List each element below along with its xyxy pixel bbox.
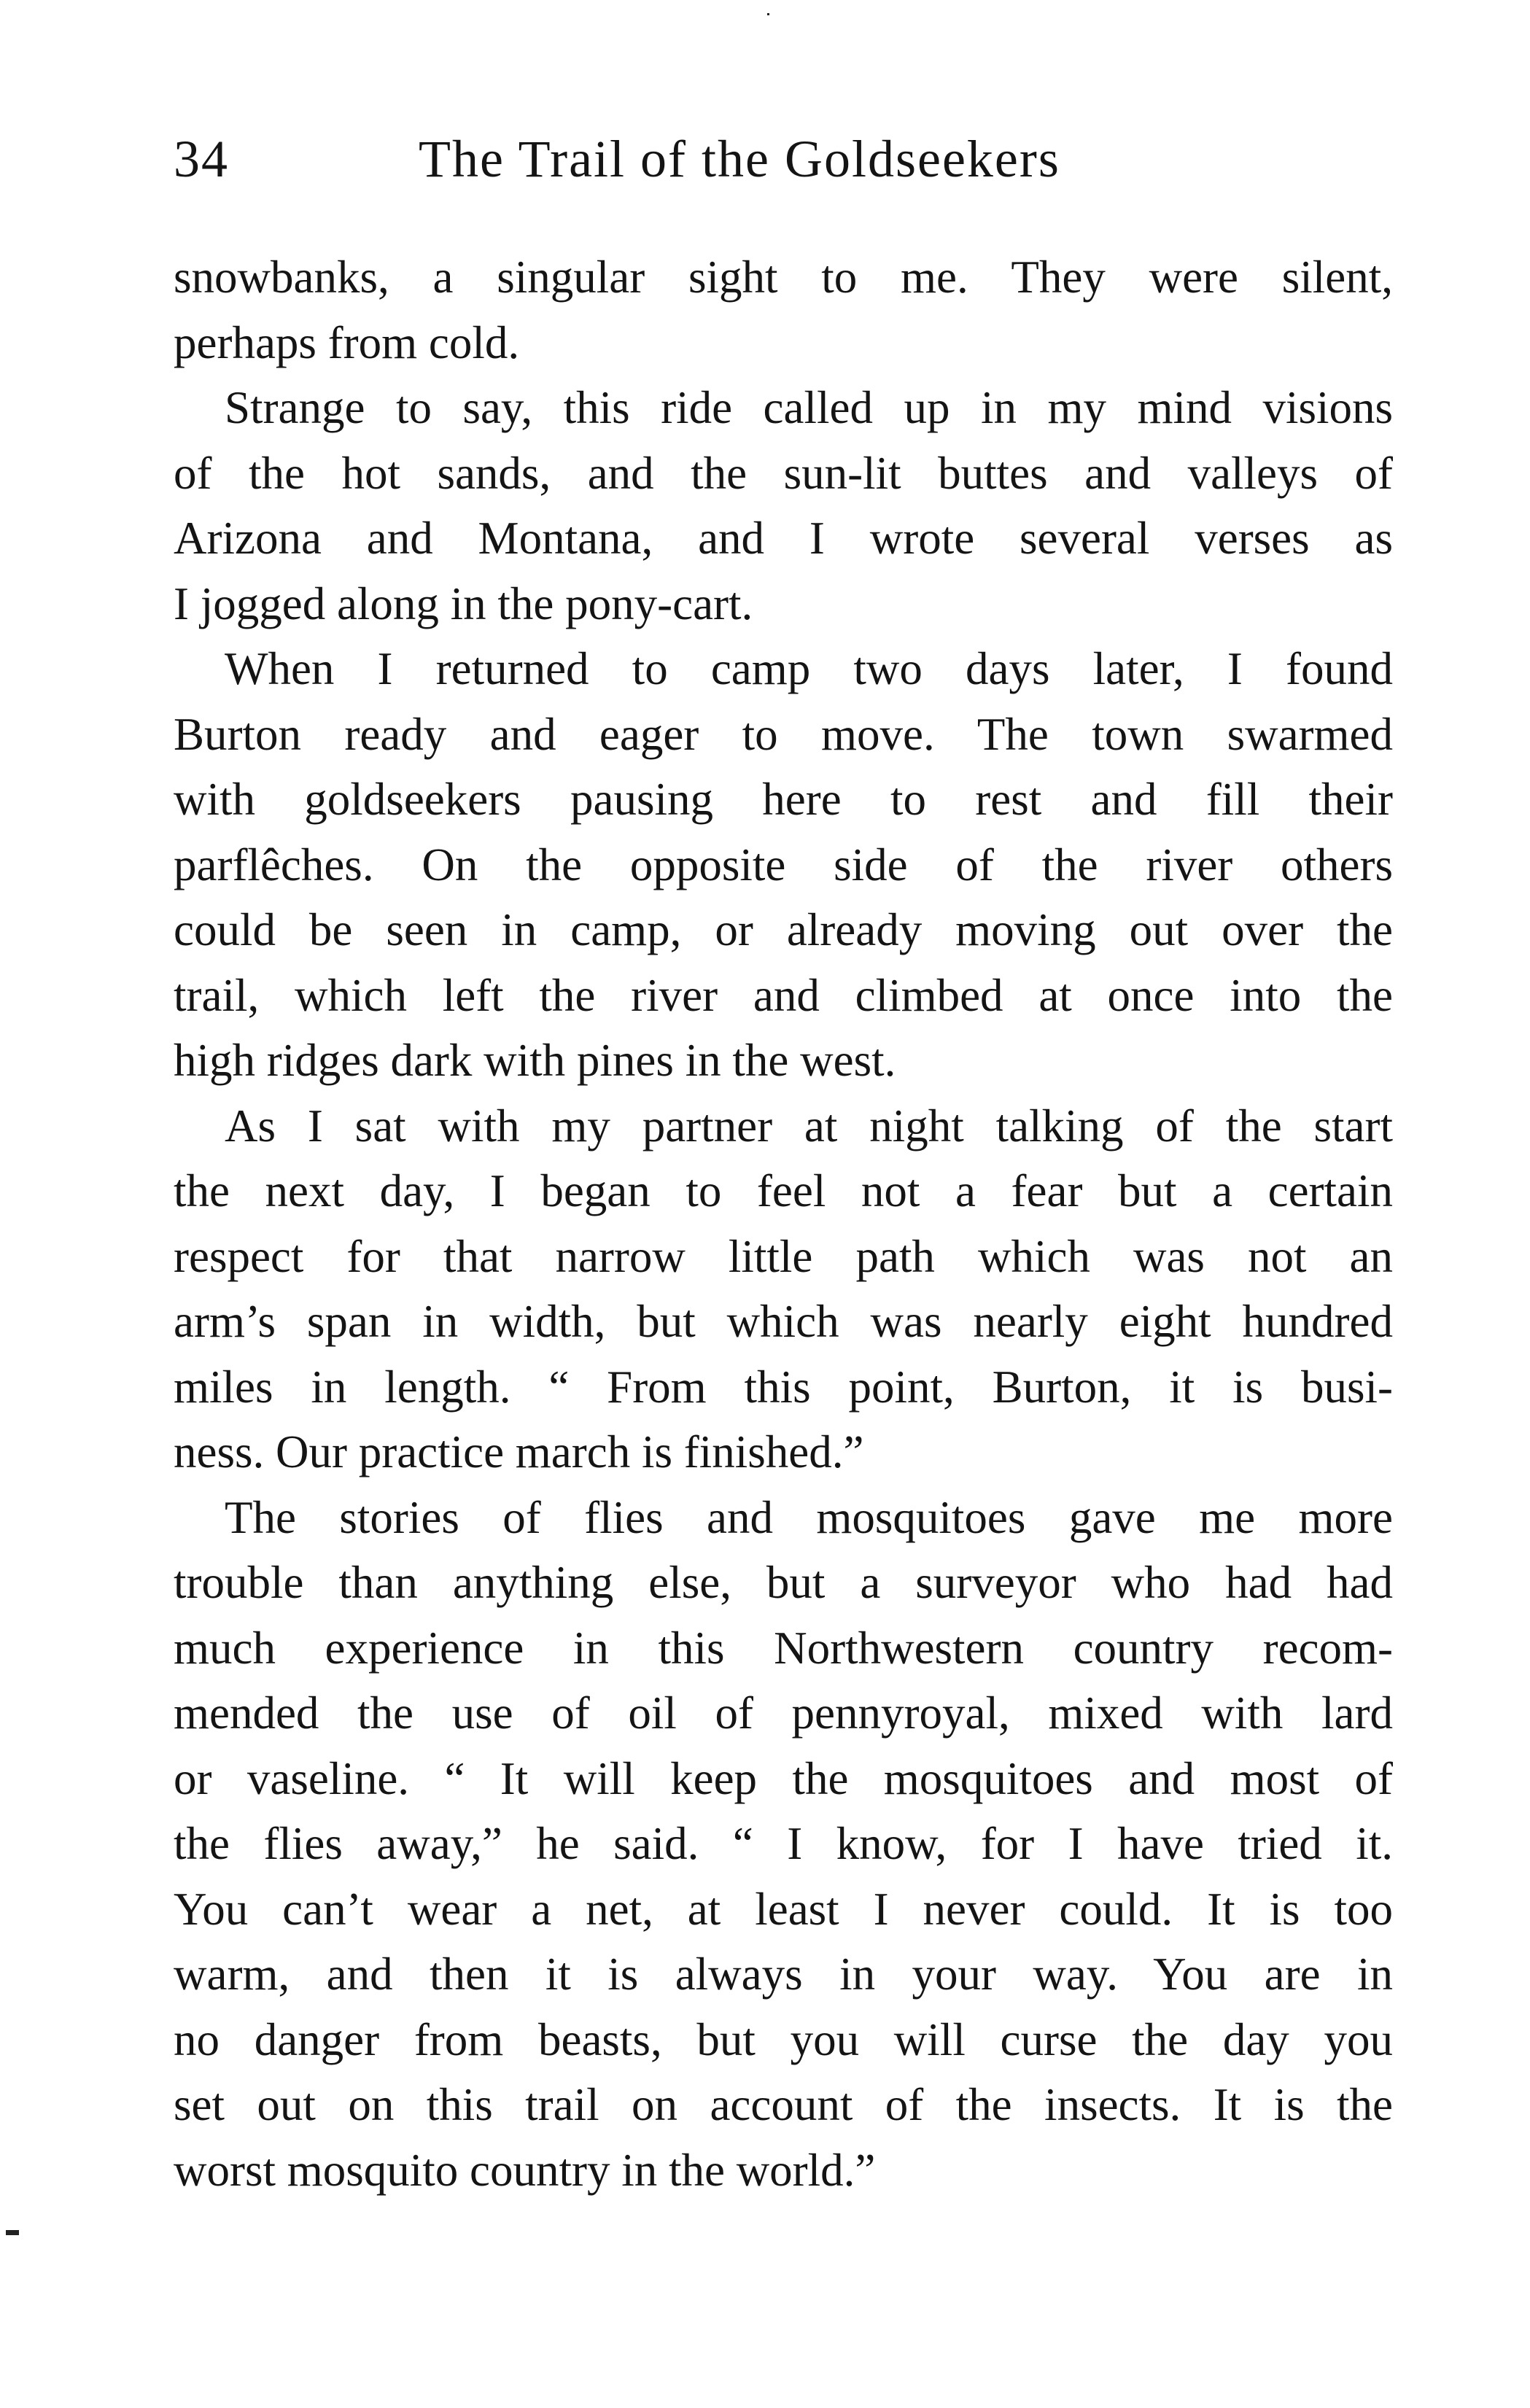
text-line: I jogged along in the pony-cart.: [174, 578, 753, 629]
text-line: set out on this trail on account of the insects. It is the: [174, 2079, 1393, 2130]
text-line: the flies away,” he said. “ I know, for I have tried it.: [174, 1818, 1393, 1869]
text-line: trail, which left the river and climbed at once into the: [174, 969, 1393, 1021]
text-line: parflêches. On the opposite side of the river others: [174, 839, 1393, 890]
text-line: or vaseline. “ It will keep the mosquitoes and most of: [174, 1752, 1393, 1804]
text-line: warm, and then it is always in your way. You are in: [174, 1949, 1393, 2000]
text-line: high ridges dark with pines in the west.: [174, 1035, 896, 1086]
text-line: could be seen in camp, or already moving out over the: [174, 904, 1393, 955]
text-line: miles in length. “ From this point, Burton, it is busi-: [174, 1361, 1393, 1413]
text-line: perhaps from cold.: [174, 316, 520, 368]
body-text: [174, 245, 1393, 2203]
text-line: with goldseekers pausing here to rest and fill their: [174, 774, 1393, 825]
text-line: As I sat with my partner at night talking of the start: [225, 1100, 1393, 1151]
text-line: arm’s span in width, but which was nearly eight hundred: [174, 1296, 1393, 1347]
text-line: worst mosquito country in the world.”: [174, 2144, 876, 2196]
text-line: snowbanks, a singular sight to me. They were silent,: [174, 252, 1393, 303]
text-line: much experience in this Northwestern country recom-: [174, 1622, 1393, 1674]
running-title: The Trail of the Goldseekers: [419, 130, 1060, 188]
text-line: Arizona and Montana, and I wrote several verses as: [174, 513, 1393, 564]
margin-mark: [6, 2230, 19, 2235]
text-line: The stories of flies and mosquitoes gave me more: [225, 1491, 1393, 1543]
text-line: ness. Our practice march is finished.”: [174, 1426, 864, 1477]
text-line: respect for that narrow little path which was not an: [174, 1230, 1393, 1282]
text-line: You can’t wear a net, at least I never could. It is too: [174, 1883, 1393, 1935]
text-line: Burton ready and eager to move. The town swarmed: [174, 708, 1393, 760]
page-header: [174, 123, 1393, 195]
text-line: no danger from beasts, but you will curse the day you: [174, 2013, 1393, 2065]
top-speck: [767, 13, 769, 15]
page-number: 34: [174, 130, 229, 188]
text-line: Strange to say, this ride called up in my mind visions: [225, 382, 1393, 433]
text-line: trouble than anything else, but a surveyor who had had: [174, 1557, 1393, 1608]
text-line: When I returned to camp two days later, I found: [225, 643, 1393, 694]
text-line: the next day, I began to feel not a fear but a certain: [174, 1165, 1393, 1216]
text-line: of the hot sands, and the sun-lit buttes and valleys of: [174, 447, 1393, 499]
text-line: mended the use of oil of pennyroyal, mixed with lard: [174, 1687, 1393, 1739]
